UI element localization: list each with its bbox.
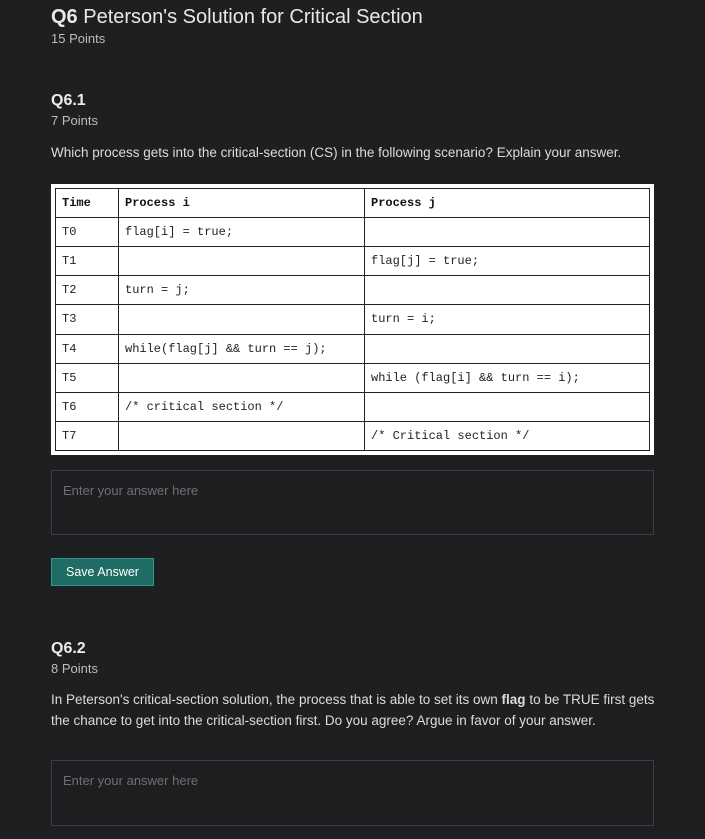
header-process-j: Process j (365, 189, 650, 218)
q61-title: Q6.1 (51, 92, 86, 109)
cell-process-j: turn = i; (365, 305, 650, 334)
table-row (56, 276, 650, 305)
question-title (51, 6, 423, 29)
cell-time: T6 (56, 392, 119, 421)
question-number: Q6 (51, 6, 78, 28)
q61-answer-placeholder: Enter your answer here (63, 483, 199, 498)
header-process-i: Process i (119, 189, 365, 218)
table-row (56, 334, 650, 363)
cell-process-i (119, 247, 365, 276)
cell-process-i: /* critical section */ (119, 392, 365, 421)
cell-process-j (365, 392, 650, 421)
q62-title: Q6.2 (51, 640, 86, 657)
table-row (56, 218, 650, 247)
cell-process-j: /* Critical section */ (365, 421, 650, 450)
schedule-table-image (51, 184, 654, 455)
q62-prompt (51, 689, 656, 731)
q62-prompt-end: to be TRUE first gets the chance to get into the critical-section first. Do you agree? Argue in favor of your answer. (51, 692, 655, 728)
cell-time: T7 (56, 421, 119, 450)
cell-process-j (365, 334, 650, 363)
table-row (56, 247, 650, 276)
q61-points: 7 Points (51, 113, 98, 128)
cell-process-i (119, 305, 365, 334)
q62-answer-placeholder: Enter your answer here (63, 773, 199, 788)
save-answer-button[interactable]: Save Answer (51, 558, 154, 586)
q62-prompt-flag: flag (501, 692, 526, 707)
cell-time: T0 (56, 218, 119, 247)
cell-time: T3 (56, 305, 119, 334)
cell-process-i: flag[i] = true; (119, 218, 365, 247)
table-row (56, 392, 650, 421)
question-title-text: Peterson's Solution for Critical Section (83, 6, 423, 28)
q62-prompt-start: In Peterson's critical-section solution, the process that is able to set its own (51, 692, 502, 707)
q61-answer-input[interactable] (51, 470, 654, 535)
cell-process-j: flag[j] = true; (365, 247, 650, 276)
cell-time: T1 (56, 247, 119, 276)
cell-time: T5 (56, 363, 119, 392)
cell-process-j (365, 218, 650, 247)
schedule-table (55, 188, 650, 451)
q62-points: 8 Points (51, 661, 98, 676)
q61-prompt: Which process gets into the critical-section (CS) in the following scenario? Explain your answer. (51, 145, 622, 160)
cell-process-i (119, 421, 365, 450)
table-header-row (56, 189, 650, 218)
cell-time: T2 (56, 276, 119, 305)
cell-process-j (365, 276, 650, 305)
cell-time: T4 (56, 334, 119, 363)
cell-process-i: turn = j; (119, 276, 365, 305)
question-points: 15 Points (51, 31, 106, 46)
table-row (56, 305, 650, 334)
table-row (56, 421, 650, 450)
table-row (56, 363, 650, 392)
header-time: Time (56, 189, 119, 218)
cell-process-i: while(flag[j] && turn == j); (119, 334, 365, 363)
q62-answer-input[interactable] (51, 760, 654, 826)
cell-process-j: while (flag[i] && turn == i); (365, 363, 650, 392)
cell-process-i (119, 363, 365, 392)
